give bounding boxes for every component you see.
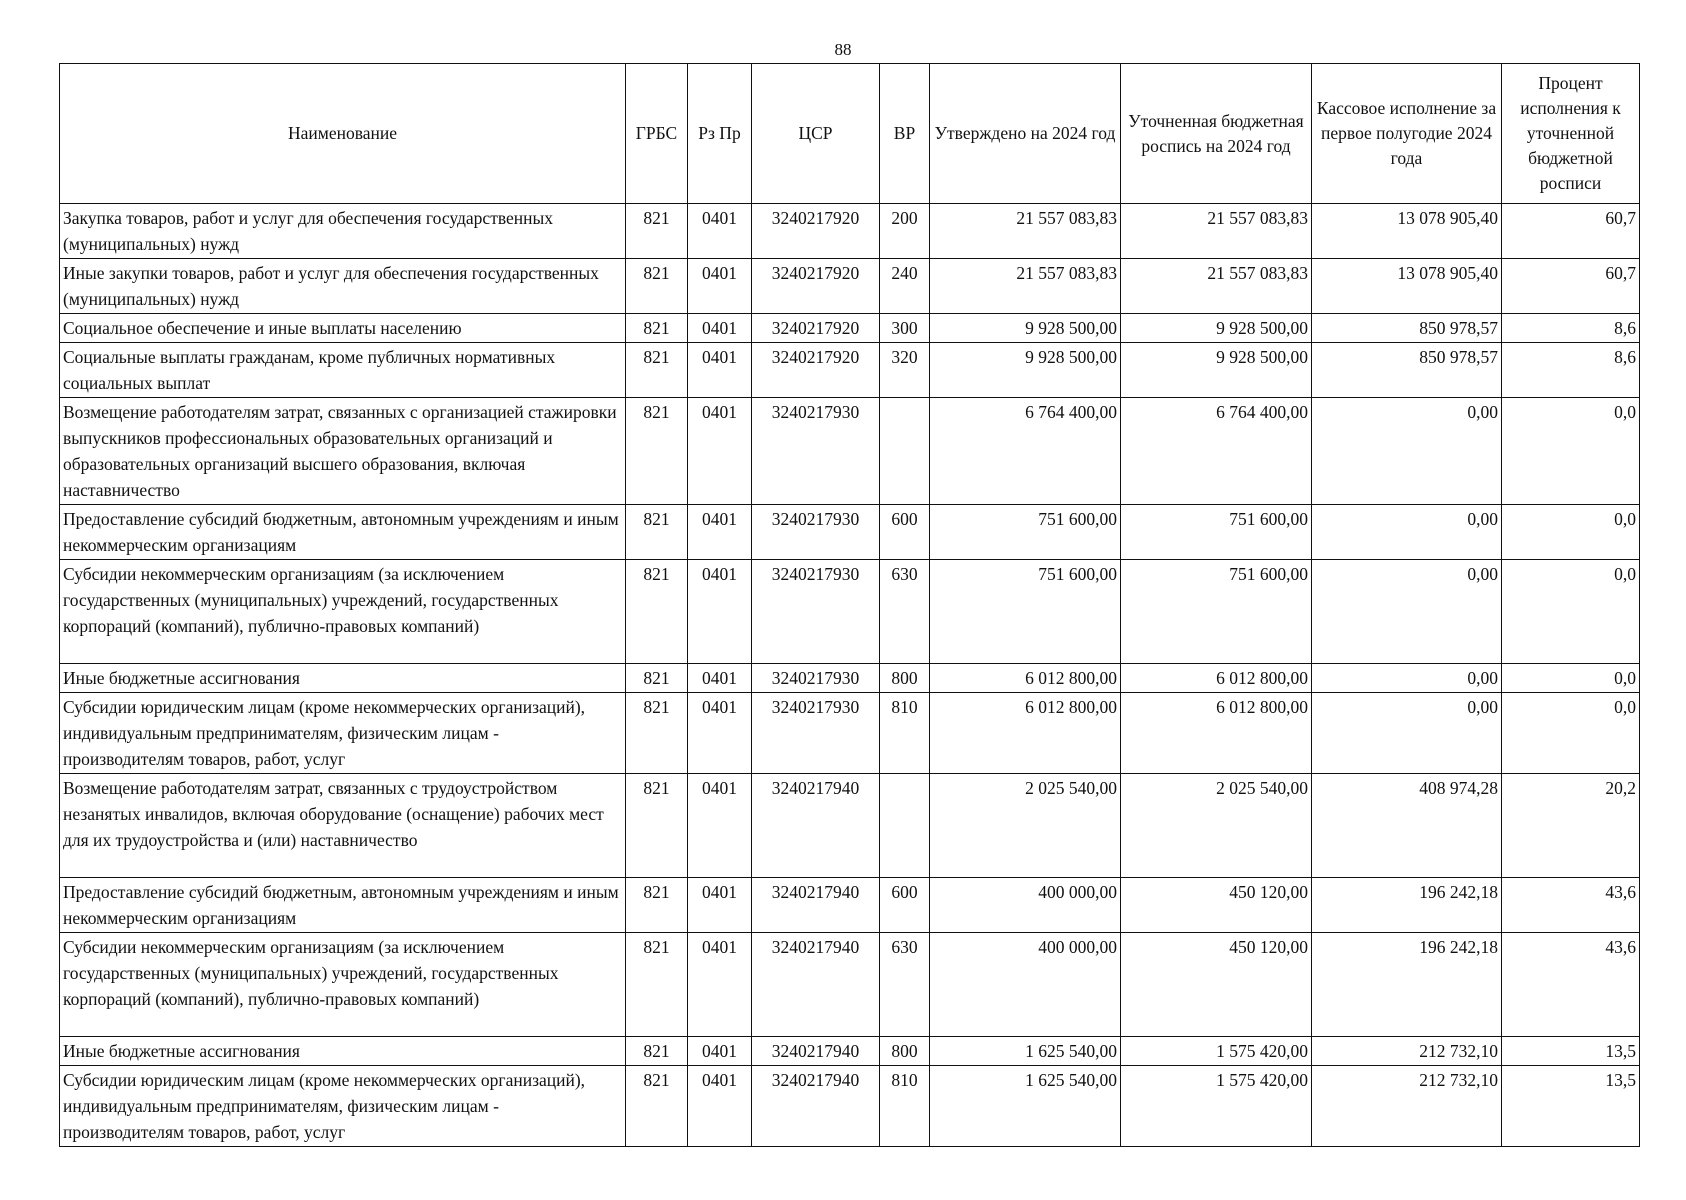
cell-percent: 8,6 [1502, 314, 1640, 343]
cell-approved: 6 012 800,00 [930, 664, 1121, 693]
cell-refined: 450 120,00 [1121, 878, 1312, 933]
cell-csr: 3240217920 [752, 343, 880, 398]
cell-approved: 6 764 400,00 [930, 398, 1121, 505]
column-header-refined: Уточненная бюджетная роспись на 2024 год [1121, 64, 1312, 204]
cell-cash: 850 978,57 [1312, 343, 1502, 398]
cell-rzpr: 0401 [688, 343, 752, 398]
cell-name: Предоставление субсидий бюджетным, автономным учреждениям и иным некоммерческим организациям [60, 878, 626, 933]
table-row [60, 774, 1640, 878]
table-row [60, 878, 1640, 933]
cell-csr: 3240217940 [752, 774, 880, 878]
column-header-cash: Кассовое исполнение за первое полугодие 2024 года [1312, 64, 1502, 204]
cell-refined: 9 928 500,00 [1121, 314, 1312, 343]
column-header-approved: Утверждено на 2024 год [930, 64, 1121, 204]
cell-percent: 43,6 [1502, 933, 1640, 1037]
cell-vr: 810 [880, 693, 930, 774]
cell-refined: 6 012 800,00 [1121, 693, 1312, 774]
cell-refined: 6 012 800,00 [1121, 664, 1312, 693]
cell-approved: 21 557 083,83 [930, 204, 1121, 259]
cell-csr: 3240217920 [752, 314, 880, 343]
cell-cash: 0,00 [1312, 560, 1502, 664]
cell-rzpr: 0401 [688, 933, 752, 1037]
table-row [60, 398, 1640, 505]
cell-name: Предоставление субсидий бюджетным, автономным учреждениям и иным некоммерческим организациям [60, 505, 626, 560]
cell-grbs: 821 [626, 1037, 688, 1066]
cell-percent: 8,6 [1502, 343, 1640, 398]
table-row [60, 1066, 1640, 1147]
column-header-percent: Процент исполнения к уточненной бюджетной росписи [1502, 64, 1640, 204]
cell-grbs: 821 [626, 505, 688, 560]
cell-approved: 9 928 500,00 [930, 314, 1121, 343]
cell-percent: 60,7 [1502, 259, 1640, 314]
cell-percent: 0,0 [1502, 693, 1640, 774]
cell-rzpr: 0401 [688, 664, 752, 693]
cell-cash: 196 242,18 [1312, 933, 1502, 1037]
cell-grbs: 821 [626, 774, 688, 878]
table-row [60, 693, 1640, 774]
cell-rzpr: 0401 [688, 560, 752, 664]
cell-percent: 20,2 [1502, 774, 1640, 878]
cell-vr: 800 [880, 664, 930, 693]
cell-vr: 600 [880, 878, 930, 933]
cell-cash: 212 732,10 [1312, 1037, 1502, 1066]
column-header-vr: ВР [880, 64, 930, 204]
cell-refined: 1 575 420,00 [1121, 1037, 1312, 1066]
cell-cash: 13 078 905,40 [1312, 259, 1502, 314]
cell-approved: 21 557 083,83 [930, 259, 1121, 314]
cell-vr: 630 [880, 560, 930, 664]
cell-cash: 0,00 [1312, 664, 1502, 693]
cell-csr: 3240217920 [752, 259, 880, 314]
cell-refined: 450 120,00 [1121, 933, 1312, 1037]
cell-percent: 0,0 [1502, 664, 1640, 693]
cell-refined: 21 557 083,83 [1121, 259, 1312, 314]
cell-refined: 21 557 083,83 [1121, 204, 1312, 259]
cell-vr: 600 [880, 505, 930, 560]
cell-csr: 3240217940 [752, 933, 880, 1037]
cell-rzpr: 0401 [688, 693, 752, 774]
cell-vr: 240 [880, 259, 930, 314]
cell-rzpr: 0401 [688, 314, 752, 343]
cell-vr: 810 [880, 1066, 930, 1147]
cell-name: Закупка товаров, работ и услуг для обеспечения государственных (муниципальных) нужд [60, 204, 626, 259]
cell-approved: 2 025 540,00 [930, 774, 1121, 878]
cell-approved: 751 600,00 [930, 560, 1121, 664]
cell-rzpr: 0401 [688, 774, 752, 878]
cell-csr: 3240217930 [752, 693, 880, 774]
cell-name: Социальное обеспечение и иные выплаты населению [60, 314, 626, 343]
cell-approved: 400 000,00 [930, 878, 1121, 933]
table-row [60, 204, 1640, 259]
table-row [60, 1037, 1640, 1066]
page-number: 88 [834, 40, 852, 59]
cell-vr: 200 [880, 204, 930, 259]
cell-refined: 751 600,00 [1121, 505, 1312, 560]
cell-cash: 13 078 905,40 [1312, 204, 1502, 259]
cell-rzpr: 0401 [688, 259, 752, 314]
cell-rzpr: 0401 [688, 1066, 752, 1147]
cell-name: Возмещение работодателям затрат, связанных с трудоустройством незанятых инвалидов, включая оборудование (оснащение) рабочих мест для их трудоустройства и (или) наставничество [60, 774, 626, 878]
cell-vr [880, 398, 930, 505]
cell-name: Субсидии некоммерческим организациям (за исключением государственных (муниципальных) учреждений, государственных корпораций (компаний), публично-правовых компаний) [60, 560, 626, 664]
budget-table [59, 63, 1640, 1147]
cell-name: Иные бюджетные ассигнования [60, 664, 626, 693]
cell-approved: 6 012 800,00 [930, 693, 1121, 774]
column-header-grbs: ГРБС [626, 64, 688, 204]
cell-refined: 2 025 540,00 [1121, 774, 1312, 878]
table-row [60, 259, 1640, 314]
cell-csr: 3240217930 [752, 560, 880, 664]
cell-percent: 0,0 [1502, 560, 1640, 664]
cell-name: Иные бюджетные ассигнования [60, 1037, 626, 1066]
cell-refined: 6 764 400,00 [1121, 398, 1312, 505]
cell-csr: 3240217930 [752, 398, 880, 505]
cell-name: Субсидии некоммерческим организациям (за исключением государственных (муниципальных) учреждений, государственных корпораций (компаний), публично-правовых компаний) [60, 933, 626, 1037]
cell-grbs: 821 [626, 398, 688, 505]
cell-csr: 3240217930 [752, 664, 880, 693]
cell-rzpr: 0401 [688, 204, 752, 259]
cell-csr: 3240217940 [752, 1066, 880, 1147]
cell-grbs: 821 [626, 314, 688, 343]
cell-vr: 320 [880, 343, 930, 398]
table-row [60, 505, 1640, 560]
cell-approved: 9 928 500,00 [930, 343, 1121, 398]
cell-rzpr: 0401 [688, 1037, 752, 1066]
cell-cash: 212 732,10 [1312, 1066, 1502, 1147]
cell-cash: 0,00 [1312, 693, 1502, 774]
cell-name: Иные закупки товаров, работ и услуг для обеспечения государственных (муниципальных) нужд [60, 259, 626, 314]
cell-cash: 196 242,18 [1312, 878, 1502, 933]
cell-approved: 400 000,00 [930, 933, 1121, 1037]
cell-refined: 9 928 500,00 [1121, 343, 1312, 398]
table-header-row [60, 64, 1640, 204]
cell-refined: 751 600,00 [1121, 560, 1312, 664]
cell-vr: 630 [880, 933, 930, 1037]
cell-csr: 3240217930 [752, 505, 880, 560]
cell-percent: 13,5 [1502, 1037, 1640, 1066]
cell-grbs: 821 [626, 204, 688, 259]
cell-percent: 0,0 [1502, 505, 1640, 560]
cell-grbs: 821 [626, 1066, 688, 1147]
cell-cash: 850 978,57 [1312, 314, 1502, 343]
cell-percent: 0,0 [1502, 398, 1640, 505]
cell-grbs: 821 [626, 560, 688, 664]
cell-refined: 1 575 420,00 [1121, 1066, 1312, 1147]
cell-grbs: 821 [626, 259, 688, 314]
cell-percent: 13,5 [1502, 1066, 1640, 1147]
cell-percent: 60,7 [1502, 204, 1640, 259]
cell-cash: 0,00 [1312, 505, 1502, 560]
cell-cash: 0,00 [1312, 398, 1502, 505]
cell-cash: 408 974,28 [1312, 774, 1502, 878]
cell-rzpr: 0401 [688, 878, 752, 933]
cell-grbs: 821 [626, 664, 688, 693]
cell-vr: 300 [880, 314, 930, 343]
cell-percent: 43,6 [1502, 878, 1640, 933]
table-row [60, 664, 1640, 693]
cell-grbs: 821 [626, 343, 688, 398]
table-body [60, 204, 1640, 1147]
column-header-name: Наименование [60, 64, 626, 204]
cell-vr: 800 [880, 1037, 930, 1066]
cell-name: Субсидии юридическим лицам (кроме некоммерческих организаций), индивидуальным предпринимателям, физическим лицам - производителям товаров, работ, услуг [60, 1066, 626, 1147]
cell-name: Социальные выплаты гражданам, кроме публичных нормативных социальных выплат [60, 343, 626, 398]
cell-approved: 1 625 540,00 [930, 1037, 1121, 1066]
table-row [60, 314, 1640, 343]
cell-grbs: 821 [626, 693, 688, 774]
cell-name: Возмещение работодателям затрат, связанных с организацией стажировки выпускников профессиональных образовательных организаций и образовательных организаций высшего образования, включая наставничество [60, 398, 626, 505]
cell-grbs: 821 [626, 878, 688, 933]
cell-grbs: 821 [626, 933, 688, 1037]
cell-csr: 3240217940 [752, 1037, 880, 1066]
cell-name: Субсидии юридическим лицам (кроме некоммерческих организаций), индивидуальным предпринимателям, физическим лицам - производителям товаров, работ, услуг [60, 693, 626, 774]
cell-approved: 1 625 540,00 [930, 1066, 1121, 1147]
table-row [60, 560, 1640, 664]
column-header-csr: ЦСР [752, 64, 880, 204]
table-row [60, 933, 1640, 1037]
cell-rzpr: 0401 [688, 398, 752, 505]
cell-csr: 3240217920 [752, 204, 880, 259]
cell-rzpr: 0401 [688, 505, 752, 560]
table-row [60, 343, 1640, 398]
cell-csr: 3240217940 [752, 878, 880, 933]
cell-approved: 751 600,00 [930, 505, 1121, 560]
column-header-rzpr: Рз Пр [688, 64, 752, 204]
cell-vr [880, 774, 930, 878]
